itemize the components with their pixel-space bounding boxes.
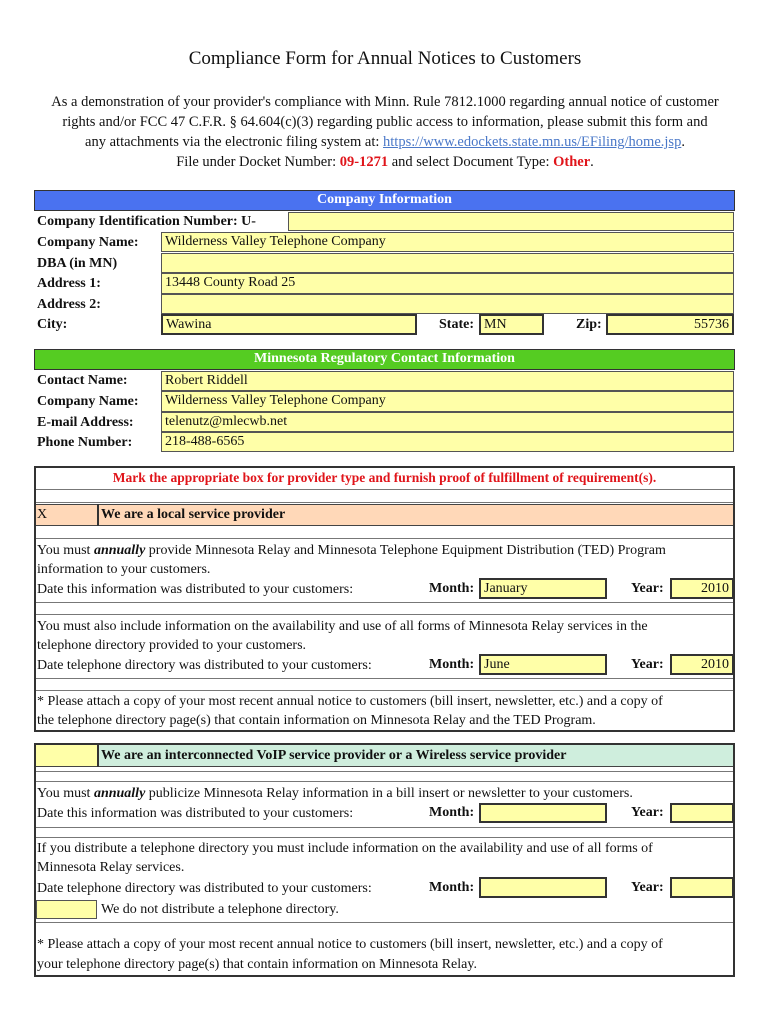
intro-line-2: rights and/or FCC 47 C.F.R. § 64.604(c)(3) regarding public access to information, please submit this form and [62, 114, 708, 130]
voip-provider-checkbox[interactable] [36, 745, 97, 766]
local-date-info-label: Date this information was distributed to your customers: [37, 582, 354, 597]
requirement-text: publicize Minnesota Relay information in a bill insert or newsletter to your customers. [145, 786, 633, 801]
divider [36, 602, 733, 603]
dba-field[interactable] [161, 253, 734, 273]
local-month-field-2[interactable]: June [479, 654, 607, 675]
voip-provider-label: We are an interconnected VoIP service provider or a Wireless service provider [101, 748, 567, 763]
voip-requirement-1 [37, 784, 633, 803]
voip-month-label: Month: [429, 805, 475, 820]
voip-year-label: Year: [631, 880, 664, 895]
divider [36, 781, 733, 782]
divider [36, 837, 733, 838]
phone-label: Phone Number: [37, 435, 133, 450]
local-date-directory-label: Date telephone directory was distributed to your customers: [37, 658, 372, 673]
voip-date-info-label: Date this information was distributed to your customers: [37, 806, 354, 821]
docket-number: 09-1271 [339, 154, 389, 170]
local-attach-note-cont: the telephone directory page(s) that contain information on Minnesota Relay and the TED Program. [37, 713, 596, 728]
intro-line-3-text: any attachments via the electronic filing system at: [85, 134, 384, 150]
divider [36, 678, 733, 679]
company-name-label: Company Name: [37, 235, 139, 250]
divider [36, 922, 733, 923]
company-name-field[interactable]: Wilderness Valley Telephone Company [161, 232, 734, 252]
contact-name-label: Contact Name: [37, 373, 128, 388]
local-year-label: Year: [631, 657, 664, 672]
voip-year-field-1[interactable] [670, 803, 734, 823]
voip-requirement-2: If you distribute a telephone directory you must include information on the availability and use of all forms of [37, 841, 653, 856]
provider-instruction: Mark the appropriate box for provider type and furnish proof of fulfillment of requirement(s). [112, 470, 657, 485]
local-attach-note: * Please attach a copy of your most recent annual notice to customers (bill insert, newsletter, etc.) and a copy of [37, 694, 663, 709]
address1-label: Address 1: [37, 276, 101, 291]
intro-line-3 [30, 132, 740, 152]
local-requirement-2-cont: telephone directory provided to your customers. [37, 638, 307, 653]
intro-line-4 [30, 152, 740, 172]
email-label: E-mail Address: [37, 415, 134, 430]
divider [36, 827, 733, 828]
phone-field[interactable]: 218-488-6565 [161, 432, 734, 452]
local-requirement-1 [37, 541, 666, 560]
requirement-text: You must [37, 543, 94, 558]
voip-year-label: Year: [631, 805, 664, 820]
local-requirement-1-cont: information to your customers. [37, 562, 211, 577]
divider [36, 538, 733, 539]
intro-paragraph [30, 92, 740, 172]
intro-line-4-end: . [590, 154, 594, 170]
divider [97, 745, 99, 767]
docket-label: File under Docket Number: [176, 154, 340, 170]
document-type: Other [553, 154, 591, 170]
voip-attach-note-cont: your telephone directory page(s) that contain information on Minnesota Relay. [37, 957, 477, 972]
divider [36, 502, 733, 503]
local-provider-label: We are a local service provider [101, 507, 286, 522]
contact-info-header: Minnesota Regulatory Contact Information [34, 349, 735, 370]
requirement-text: provide Minnesota Relay and Minnesota Telephone Equipment Distribution (TED) Program [145, 543, 666, 558]
annually-emphasis: annually [93, 543, 146, 558]
address2-field[interactable] [161, 294, 734, 314]
address2-label: Address 2: [37, 297, 101, 312]
company-info-header: Company Information [34, 190, 735, 211]
divider [36, 614, 733, 615]
efiling-link[interactable]: https://www.edockets.state.mn.us/EFiling/home.jsp [383, 134, 682, 150]
local-year-label: Year: [631, 581, 664, 596]
voip-month-field-1[interactable] [479, 803, 607, 823]
voip-date-directory-label: Date telephone directory was distributed to your customers: [37, 881, 372, 896]
state-label: State: [439, 317, 474, 332]
local-year-field-1[interactable]: 2010 [670, 578, 734, 599]
dba-label: DBA (in MN) [37, 256, 118, 271]
zip-label: Zip: [576, 317, 602, 332]
no-directory-label: We do not distribute a telephone directory. [101, 902, 339, 917]
divider [97, 504, 99, 526]
voip-month-label: Month: [429, 880, 475, 895]
page-title: Compliance Form for Annual Notices to Customers [188, 48, 582, 69]
contact-name-field[interactable]: Robert Riddell [161, 371, 734, 391]
city-field[interactable]: Wawina [161, 314, 417, 335]
local-month-label: Month: [429, 657, 475, 672]
divider [36, 771, 733, 772]
requirement-text: You must [37, 786, 94, 801]
intro-line-1: As a demonstration of your provider's compliance with Minn. Rule 7812.1000 regarding annual notice of customer [51, 94, 719, 110]
voip-year-field-2[interactable] [670, 877, 734, 898]
zip-field[interactable]: 55736 [606, 314, 734, 335]
local-year-field-2[interactable]: 2010 [670, 654, 734, 675]
voip-requirement-2-cont: Minnesota Relay services. [37, 860, 185, 875]
divider [36, 690, 733, 691]
no-directory-checkbox[interactable] [36, 900, 97, 919]
intro-line-3-end: . [681, 134, 685, 150]
email-field[interactable]: telenutz@mlecwb.net [161, 412, 734, 432]
doc-type-label: and select Document Type: [388, 154, 554, 170]
annually-emphasis: annually [93, 786, 146, 801]
state-field[interactable]: MN [479, 314, 544, 335]
local-provider-checkbox[interactable]: X [37, 507, 48, 522]
local-month-label: Month: [429, 581, 475, 596]
contact-company-field[interactable]: Wilderness Valley Telephone Company [161, 391, 734, 412]
company-id-label: Company Identification Number: U- [37, 214, 256, 229]
voip-month-field-2[interactable] [479, 877, 607, 898]
company-id-field[interactable] [288, 212, 734, 231]
address1-field[interactable]: 13448 County Road 25 [161, 273, 734, 294]
local-month-field-1[interactable]: January [479, 578, 607, 599]
voip-attach-note: * Please attach a copy of your most recent annual notice to customers (bill insert, newsletter, etc.) and a copy of [37, 937, 663, 952]
divider [36, 489, 733, 490]
local-requirement-2: You must also include information on the availability and use of all forms of Minnesota Relay services in the [37, 619, 648, 634]
city-label: City: [37, 317, 68, 332]
contact-company-label: Company Name: [37, 394, 139, 409]
